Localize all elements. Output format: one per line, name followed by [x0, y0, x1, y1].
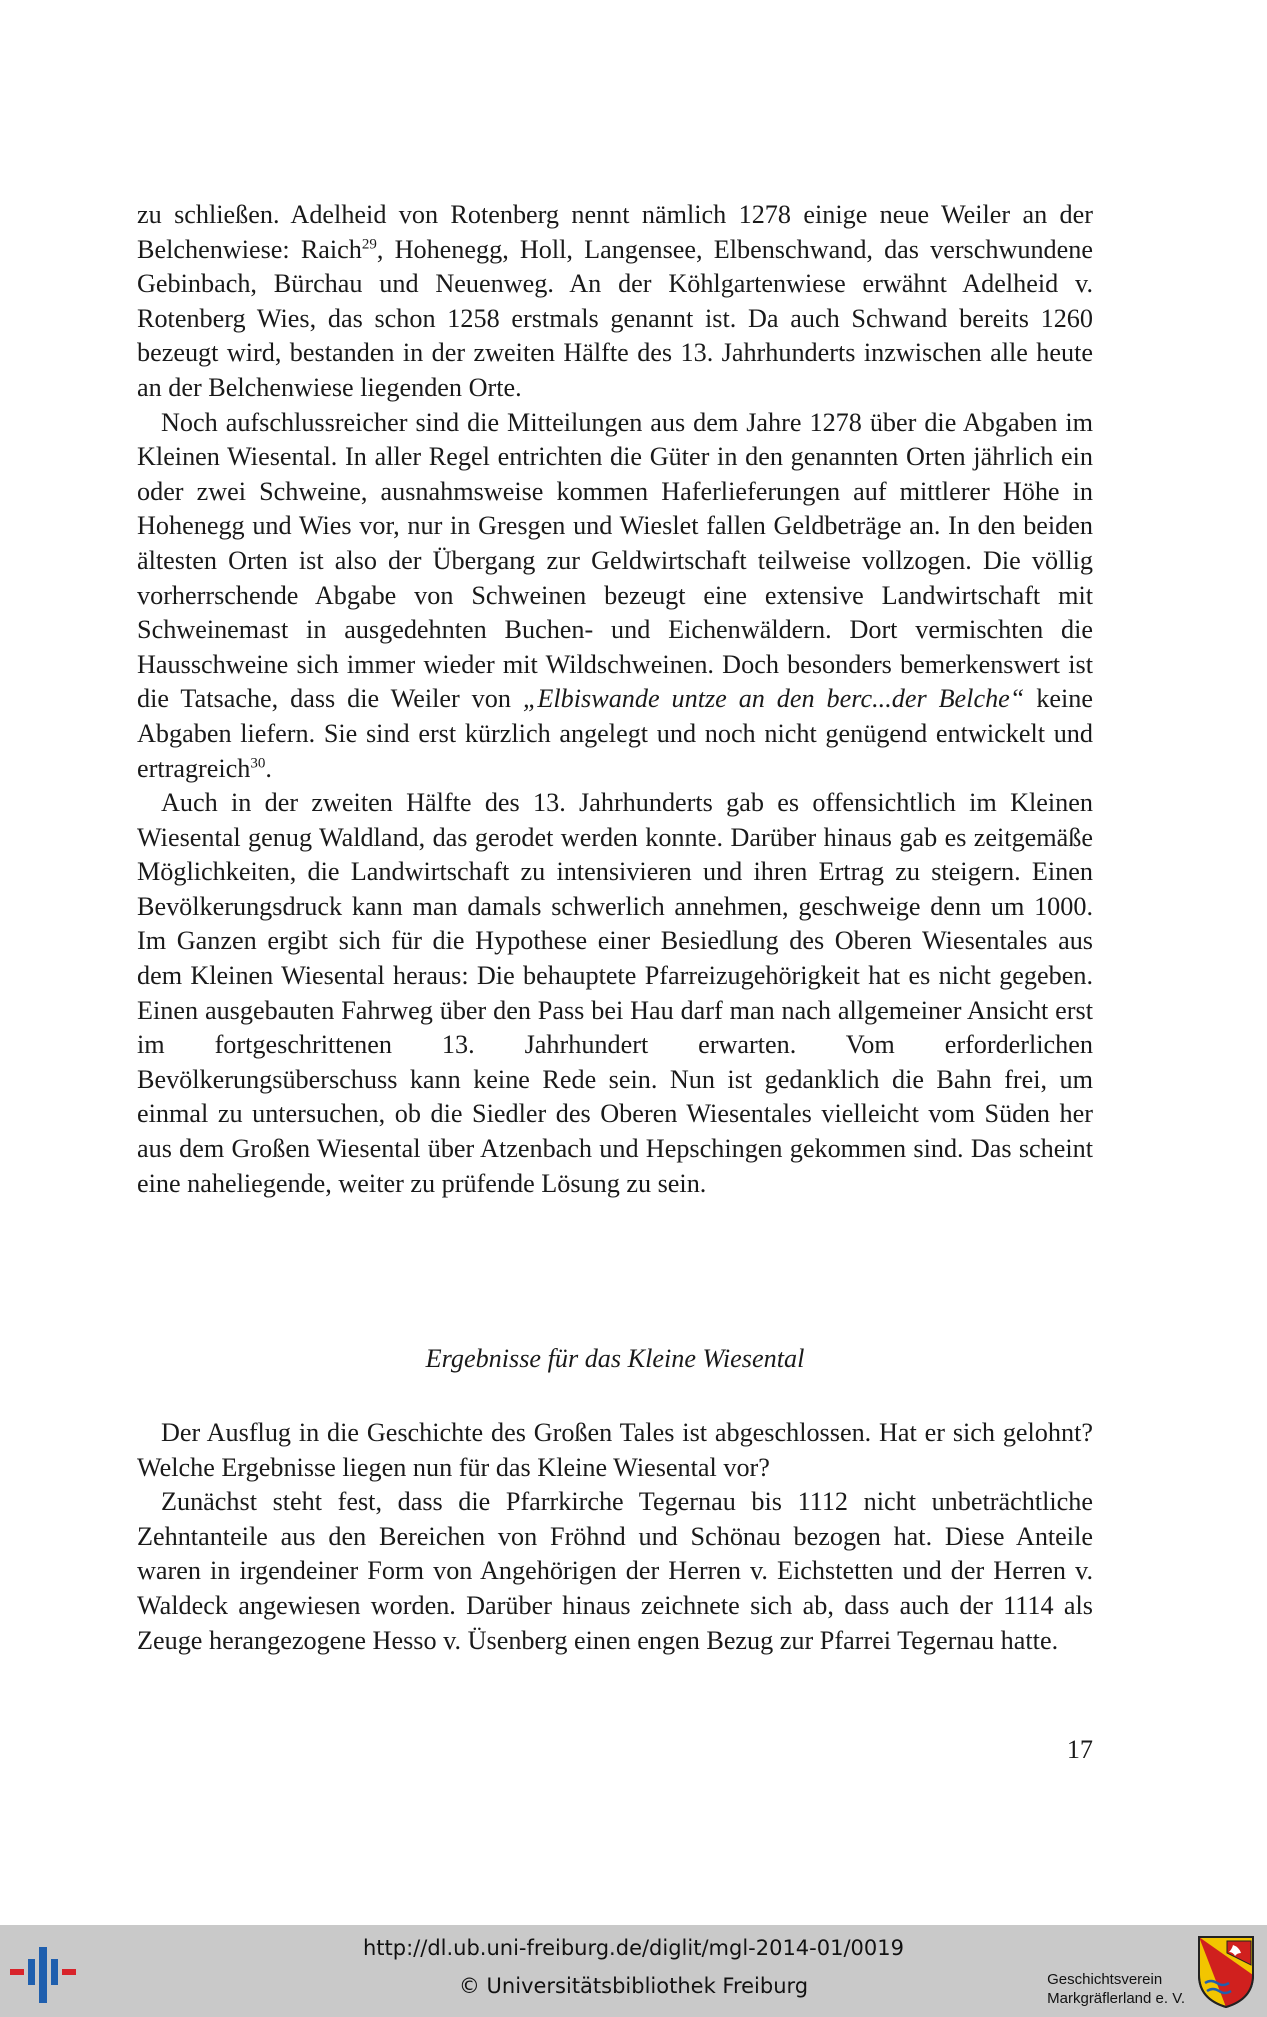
footer-copyright: © Universitätsbibliothek Freiburg — [458, 1974, 809, 1998]
paragraph — [137, 198, 1093, 406]
text-run: , Hohenegg, Holl, Langensee, Elbenschwand, das verschwundene Gebinbach, Bürchau und Neuenweg. An der Köhlgartenwiese erwähnt Adelheid v. Rotenberg Wies, das schon 1258 erstmals genannt ist. Da auch Schwand bereits 1260 bezeugt wird, bestanden in der zweiten Hälfte des 13. Jahrhunderts inzwischen alle heute an der Belchenwiese liegenden Orte. — [137, 234, 1093, 402]
society-name — [1047, 1970, 1185, 2008]
society-name-line: Geschichtsverein — [1047, 1971, 1163, 1988]
society-name-line: Markgräflerland e. V. — [1047, 1990, 1185, 2007]
text-run: . — [265, 753, 272, 783]
text-run: zu schließen. Adelheid von Rotenberg nennt nämlich 1278 einige neue Weiler an der Belchenwiese: Raich — [137, 200, 1093, 264]
paragraph — [137, 1416, 1093, 1485]
text-run: Zunächst steht fest, dass die Pfarrkirche Tegernau bis 1112 nicht unbeträchtliche Zehntanteile aus den Bereichen von Fröhnd und Schönau bezogen hat. Diese Anteile waren in irgendeiner Form von Angehörigen der Herren v. Eichstetten und der Herren v. Waldeck angewiesen worden. Darüber hinaus zeichnete sich ab, dass auch der 1114 als Zeuge herangezogene Hesso v. Üsenberg einen engen Bezug zur Pfarrei Tegernau hatte. — [137, 1487, 1093, 1655]
page-number: 17 — [1066, 1735, 1093, 1764]
footnote-ref: 30 — [250, 754, 266, 771]
text-run: keine Abgaben liefern. Sie sind erst kürzlich angelegt und noch nicht genügend entwickelt und ertragreich — [137, 684, 1094, 783]
paragraph — [137, 1485, 1093, 1658]
quotation: „Elbiswande untze an den berc...der Belche“ — [522, 684, 1025, 714]
section-text-block — [137, 1416, 1093, 1658]
text-run: Noch aufschlussreicher sind die Mitteilungen aus dem Jahre 1278 über die Abgaben im Kleinen Wiesental. In aller Regel entrichten die Güter in den genannten Orten jährlich ein oder zwei Schweine, ausnahmsweise kommen Haferlieferungen auf mittlerer Höhe in Hohenegg und Wies vor, nur in Gresgen und Wieslet fallen Geldbeträge an. In den beiden ältesten Orten ist also der Übergang zur Geldwirtschaft teilweise vollzogen. Die völlig vorherrschende Abgabe von Schweinen bezeugt eine extensive Landwirtschaft mit Schweinemast in ausgedehnten Buchen- und Eichenwäldern. Dort vermischten die Hausschweine sich immer wieder mit Wildschweinen. Doch besonders bemerkenswert ist die Tatsache, dass die Weiler von — [137, 407, 1093, 714]
text-run: Der Ausflug in die Geschichte des Großen Tales ist abgeschlossen. Hat er sich gelohnt? Welche Ergebnisse liegen nun für das Kleine Wiesental vor? — [137, 1418, 1093, 1482]
paragraph — [137, 786, 1093, 1201]
section-heading: Ergebnisse für das Kleine Wiesental — [425, 1344, 805, 1373]
footer-url-link[interactable]: http://dl.ub.uni-freiburg.de/diglit/mgl-2014-01/0019 — [362, 1936, 904, 1960]
footer-bar — [0, 1925, 1267, 2017]
paragraph — [137, 406, 1093, 787]
footnote-ref: 29 — [361, 235, 377, 252]
markgraeflerland-crest-icon[interactable] — [1197, 1935, 1255, 2009]
body-text-block — [137, 198, 1093, 1201]
text-run: Auch in der zweiten Hälfte des 13. Jahrhunderts gab es offensichtlich im Kleinen Wiesental genug Waldland, das gerodet werden konnte. Darüber hinaus gab es zeitgemäße Möglichkeiten, die Landwirtschaft zu intensivieren und ihren Ertrag zu steigern. Einen Bevölkerungsdruck kann man damals schwerlich annehmen, geschweige denn um 1000. Im Ganzen ergibt sich für die Hypothese einer Besiedlung des Oberen Wiesentales aus dem Kleinen Wiesental heraus: Die behauptete Pfarreizugehörigkeit hat es nicht gegeben. Einen ausgebauten Fahrweg über den Pass bei Hau darf man nach allgemeiner Ansicht erst im fortgeschrittenen 13. Jahrhundert erwarten. Vom erforderlichen Bevölkerungsüberschuss kann keine Rede sein. Nun ist gedanklich die Bahn frei, um einmal zu untersuchen, ob die Siedler des Oberen Wiesentales vielleicht vom Süden her aus dem Großen Wiesental über Atzenbach und Hepschingen gekommen sind. Das scheint eine naheliegende, weiter zu prüfende Lösung zu sein. — [137, 788, 1093, 1198]
